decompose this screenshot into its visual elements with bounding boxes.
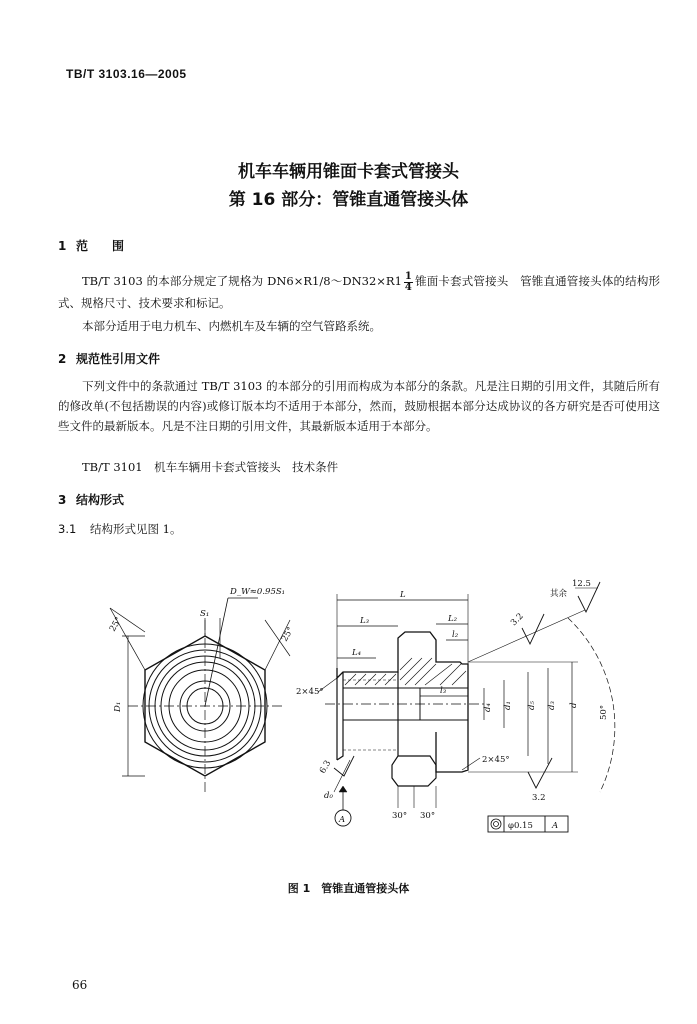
- fraction-denominator: 4: [404, 281, 412, 293]
- section-1-paragraph-2: [58, 316, 660, 336]
- paragraph-text: TB/T 3103 的本部分规定了规格为 DN6×R1/8～DN32×R1: [82, 274, 402, 288]
- fraction-numerator: 1: [404, 270, 412, 282]
- label-chamfer-top: 2×45°: [296, 687, 324, 697]
- subsection-number: 3.1: [58, 522, 77, 536]
- label-l2: l₂: [452, 630, 459, 640]
- subsection-3-1: [58, 521, 181, 537]
- label-roughness-all: 12.5: [572, 579, 591, 589]
- label-L3: L₃: [360, 616, 370, 626]
- label-d4: d₄: [483, 703, 493, 712]
- section-title: 范 围: [76, 239, 125, 253]
- section-title: 结构形式: [76, 493, 125, 507]
- page-number: 66: [72, 978, 88, 992]
- normative-reference: TB/T 3101 机车车辆用卡套式管接头 技术条件: [82, 460, 339, 474]
- standard-code: TB/T 3103.16—2005: [66, 67, 187, 81]
- label-d: d: [569, 702, 579, 708]
- tolerance-datum: A: [552, 821, 559, 831]
- label-roughness-63: 6.3: [317, 758, 334, 776]
- label-l3: l₃: [440, 686, 447, 696]
- section-1-heading: [58, 237, 124, 254]
- label-roughness-rest: 其余: [550, 589, 568, 599]
- label-L2: L₂: [448, 614, 458, 624]
- label-angle-50: 50°: [599, 704, 609, 720]
- label-dw: D_W≈0.95S₁: [230, 587, 286, 597]
- label-d1: d₁: [503, 701, 513, 710]
- section-title: 规范性引用文件: [76, 352, 161, 366]
- tolerance-value: φ0.15: [508, 821, 533, 831]
- section-2-heading: [58, 350, 160, 367]
- label-chamfer-bottom: 2×45°: [482, 755, 510, 765]
- section-number: 2: [58, 352, 67, 366]
- label-roughness-32-bottom: 3.2: [532, 793, 546, 803]
- paragraph-text: 锥面卡套式管接头 管锥直通管接头体的结构形式、规格尺寸、技术要求和标记。: [58, 274, 661, 310]
- fraction: [404, 272, 413, 293]
- section-number: 1: [58, 239, 67, 253]
- section-2-paragraph-1: [58, 376, 660, 436]
- label-d0: d₀: [324, 791, 333, 801]
- label-d1-left: D₁: [113, 701, 123, 712]
- paragraph-text: 下列文件中的条款通过 TB/T 3103 的本部分的引用而构成为本部分的条款。凡是注日期的引用文件，其随后所有的修改单(不包括勘误的内容)或修订版本均不适用于本部分，然而，鼓励根据本部分达成协议的各方研究是否可使用这些文件的最新版本。凡是不注日期的引用文件，其最新版本适用于本部分。: [58, 379, 660, 433]
- label-s1: S₁: [200, 609, 210, 619]
- label-angle-30-left: 30°: [392, 811, 408, 821]
- subsection-text: 结构形式见图 1。: [90, 522, 182, 536]
- paragraph-text: 本部分适用于电力机车、内燃机车及车辆的空气管路系统。: [82, 319, 381, 333]
- section-3-heading: [58, 491, 124, 508]
- label-angle-30-right: 30°: [420, 811, 436, 821]
- datum-a-label: A: [339, 815, 346, 825]
- label-d5: d₅: [527, 701, 537, 710]
- label-L: L: [400, 590, 406, 600]
- label-L4: L₄: [352, 648, 362, 658]
- label-d3: d₃: [547, 701, 557, 710]
- document-subtitle: 第 16 部分：管锥直通管接头体: [228, 190, 469, 210]
- label-angle-25-right: 25°: [279, 625, 297, 644]
- label-angle-25-left: 25°: [107, 615, 125, 634]
- hexagon-end-view: [107, 598, 290, 792]
- section-number: 3: [58, 493, 67, 507]
- label-roughness-32-top: 3.2: [509, 611, 526, 629]
- document-title: 机车车辆用锥面卡套式管接头: [238, 162, 459, 182]
- section-1-paragraph-1: [58, 271, 660, 313]
- figure-caption: 图 1 管锥直通管接头体: [287, 882, 410, 895]
- figure-drawing: [0, 560, 697, 860]
